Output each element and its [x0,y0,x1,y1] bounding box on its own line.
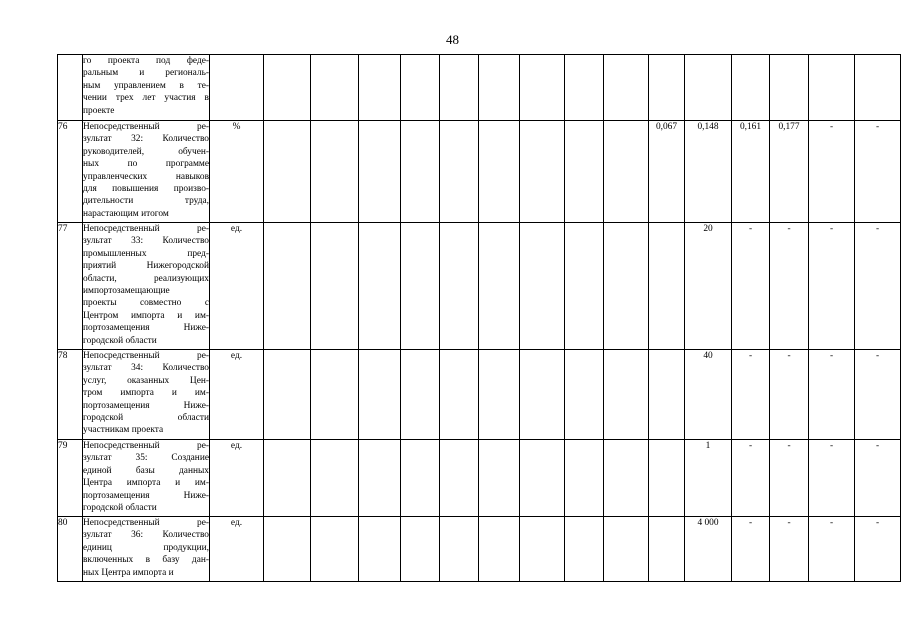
result-name [83,350,210,440]
value-cell [479,121,520,223]
result-name-line: зультат 36: Количество [83,530,209,541]
value-cell [520,350,565,440]
value-cell [401,223,440,350]
value-cell [264,223,311,350]
value-cell: - [732,223,770,350]
result-name-line: тром импорта и им- [83,388,209,399]
value-cell [440,55,479,121]
value-cell [565,440,604,517]
table-row [58,440,901,517]
value-cell [359,350,401,440]
result-name-line: единой базы данных [83,465,209,476]
value-cell [440,121,479,223]
result-name-line: чении трех лет участия в [83,93,209,104]
result-name-line: дительности труда, [83,196,209,207]
unit-cell: ед. [210,350,264,440]
value-cell [440,350,479,440]
value-cell [685,55,732,121]
value-cell [520,223,565,350]
value-cell [649,350,685,440]
unit-cell: % [210,121,264,223]
value-cell [401,440,440,517]
value-cell [479,440,520,517]
table-row [58,121,901,223]
result-name-line: области, реализующих [83,273,209,284]
unit-cell: ед. [210,223,264,350]
value-cell [604,55,649,121]
value-cell [732,55,770,121]
result-name-line: Непосредственный ре- [83,224,209,234]
result-name-line: промышленных пред- [83,248,209,259]
value-cell: 0,148 [685,121,732,223]
result-name-line: ным управлением в те- [83,80,209,91]
value-cell: 4 000 [685,517,732,582]
value-cell [359,517,401,582]
table-row [58,55,901,121]
value-cell: - [770,517,809,582]
value-cell: 0,067 [649,121,685,223]
value-cell: 20 [685,223,732,350]
value-cell: - [809,223,855,350]
value-cell [311,350,359,440]
result-name [83,517,210,582]
result-name-line: ральным и региональ- [83,68,209,79]
row-number: 76 [58,121,83,223]
result-name [83,55,210,121]
result-name-line: зультат 33: Количество [83,236,209,247]
value-cell [565,350,604,440]
value-cell: - [732,440,770,517]
value-cell [311,517,359,582]
value-cell [649,517,685,582]
value-cell [401,121,440,223]
value-cell [479,350,520,440]
value-cell [520,440,565,517]
row-number: 77 [58,223,83,350]
value-cell: 1 [685,440,732,517]
value-cell [649,440,685,517]
result-name-line: проекты совместно с [83,298,209,309]
result-name-line: ных Центра импорта и [83,567,174,578]
unit-cell: ед. [210,517,264,582]
page-number: 48 [446,32,459,47]
result-name-line: участникам проекта [83,425,164,436]
table-row [58,517,901,582]
result-name-line: Непосредственный ре- [83,518,209,528]
result-name-line: услуг, оказанных Цен- [83,375,209,386]
result-name-line: для повышения произво- [83,184,209,195]
result-name-line: руководителей, обучен- [83,146,209,157]
value-cell [520,517,565,582]
value-cell: - [855,517,901,582]
value-cell: - [809,517,855,582]
result-name-line: Центром импорта и им- [83,310,209,321]
value-cell: - [732,517,770,582]
value-cell: - [809,121,855,223]
result-name-line: Центра импорта и им- [83,478,209,489]
value-cell [311,121,359,223]
result-name-line: го проекта под феде- [83,56,209,66]
value-cell [649,223,685,350]
result-name-line: импортозамещающие [83,286,170,297]
value-cell [604,350,649,440]
value-cell [479,223,520,350]
value-cell [604,121,649,223]
result-name-line: портозамещения Ниже- [83,323,209,334]
value-cell: 40 [685,350,732,440]
result-name-line: нарастающим итогом [83,208,169,219]
value-cell: - [770,350,809,440]
value-cell [855,55,901,121]
result-name-line: ных по программе [83,159,209,170]
row-number: 80 [58,517,83,582]
result-name [83,121,210,223]
value-cell [565,517,604,582]
value-cell [311,440,359,517]
result-name-line: включенных в базу дан- [83,555,209,566]
result-name-line: городской области [83,413,209,424]
result-name-line: Непосредственный ре- [83,351,209,361]
row-number: 78 [58,350,83,440]
value-cell [604,440,649,517]
table-row [58,223,901,350]
value-cell [604,223,649,350]
result-name-line: единиц продукции, [83,542,209,553]
value-cell [479,517,520,582]
value-cell: - [809,350,855,440]
value-cell [359,121,401,223]
unit-cell [210,55,264,121]
value-cell [649,55,685,121]
result-name-line: зультат 32: Количество [83,134,209,145]
result-name-line: зультат 34: Количество [83,363,209,374]
result-name-line: городской области [83,503,157,514]
result-name-line: приятий Нижегородской [83,261,209,272]
value-cell [770,55,809,121]
value-cell: - [855,121,901,223]
value-cell: - [855,350,901,440]
value-cell [604,517,649,582]
value-cell [440,517,479,582]
value-cell [264,517,311,582]
result-name-line: городской области [83,335,157,346]
result-name-line: Непосредственный ре- [83,122,209,132]
value-cell [520,55,565,121]
value-cell [565,121,604,223]
value-cell [311,55,359,121]
result-name [83,223,210,350]
result-name-line: портозамещения Ниже- [83,490,209,501]
result-name-line: портозамещения Ниже- [83,400,209,411]
value-cell [359,223,401,350]
value-cell [401,55,440,121]
value-cell [264,55,311,121]
value-cell [401,350,440,440]
value-cell [311,223,359,350]
value-cell [264,350,311,440]
unit-cell: ед. [210,440,264,517]
value-cell: - [855,223,901,350]
value-cell [264,440,311,517]
result-name-line: проекте [83,105,115,116]
result-name-line: зультат 35: Создание [83,453,209,464]
value-cell: 0,161 [732,121,770,223]
value-cell [565,223,604,350]
value-cell [359,440,401,517]
result-name-line: Непосредственный ре- [83,441,209,451]
value-cell: - [732,350,770,440]
value-cell: - [855,440,901,517]
value-cell: - [809,440,855,517]
row-number: 79 [58,440,83,517]
result-name-line: управленческих навыков [83,171,209,182]
value-cell [264,121,311,223]
result-name [83,440,210,517]
value-cell [440,440,479,517]
value-cell: - [770,223,809,350]
value-cell [809,55,855,121]
value-cell: 0,177 [770,121,809,223]
value-cell [565,55,604,121]
value-cell [359,55,401,121]
results-table [57,54,901,582]
value-cell [520,121,565,223]
value-cell: - [770,440,809,517]
value-cell [440,223,479,350]
row-number [58,55,83,121]
value-cell [401,517,440,582]
value-cell [479,55,520,121]
table-row [58,350,901,440]
